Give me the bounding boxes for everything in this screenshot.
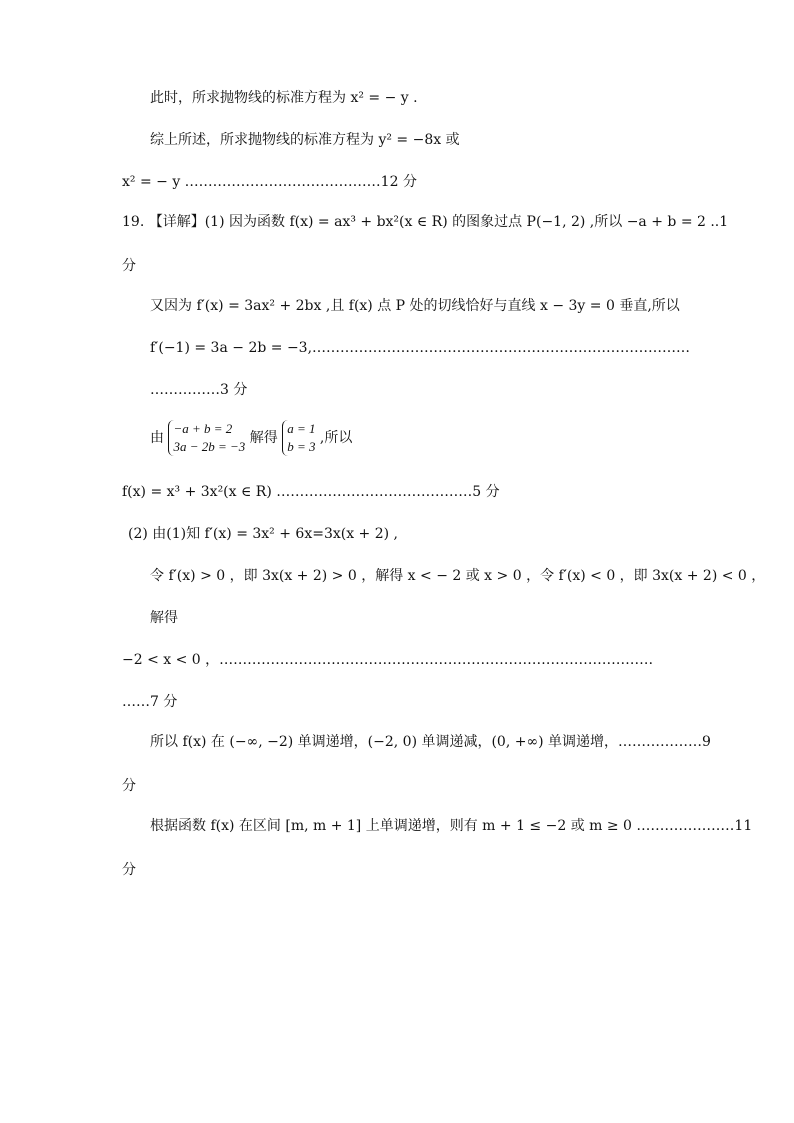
text-line-1: 此时，所求抛物线的标准方程为 x² = − y . (150, 90, 418, 106)
text-line-11: (2) 由(1)知 f′(x) = 3x² + 6x=3x(x + 2) , (128, 526, 399, 542)
text-line-4: 19. 【详解】(1) 因为函数 f(x) = ax³ + bx²(x ∈ R) 的图象过点 P(−1, 2) ,所以 −a + b = 2 ..1 (122, 214, 729, 230)
system-prefix: 由 (150, 430, 164, 446)
system-suffix: ,所以 (319, 430, 353, 446)
text-line-8: ……………3 分 (150, 382, 248, 398)
text-line-7: f′(−1) = 3a − 2b = −3,……………………………………………………………………… (150, 340, 691, 356)
system1-eq2: 3a − 2b = −3 (173, 439, 246, 454)
text-line-16: 所以 f(x) 在 (−∞, −2) 单调递增，(−2, 0) 单调递减，(0, +∞) 单调递增，………………9 (150, 734, 711, 750)
text-line-6: 又因为 f′(x) = 3ax² + 2bx ,且 f(x) 点 P 处的切线恰好与直线 x − 3y = 0 垂直,所以 (150, 298, 680, 314)
text-line-19: 分 (122, 862, 136, 878)
system2-eq1: a = 1 (287, 421, 316, 436)
text-line-2: 综上所述，所求抛物线的标准方程为 y² = −8x 或 (150, 132, 460, 148)
text-line-12: 令 f′(x) > 0 ，即 3x(x + 2) > 0 ，解得 x < − 2 或 x > 0 ，令 f′(x) < 0 ，即 3x(x + 2) < 0 ， (150, 568, 766, 584)
equation-system-line (150, 420, 352, 456)
system2-eq2: b = 3 (287, 439, 316, 454)
text-line-3: x² = − y ……………………………………12 分 (122, 174, 417, 190)
equation-system-1 (168, 420, 245, 456)
text-line-15: ……7 分 (122, 694, 178, 710)
text-line-18: 根据函数 f(x) 在区间 [m, m + 1] 上单调递增，则有 m + 1 ≤ −2 或 m ≥ 0 …………………11 (150, 818, 753, 834)
text-line-5: 分 (122, 258, 136, 274)
text-line-17: 分 (122, 778, 136, 794)
text-line-10: f(x) = x³ + 3x²(x ∈ R) ……………………………………5 分 (122, 484, 500, 500)
text-line-14: −2 < x < 0 ，………………………………………………………………………………… (122, 652, 654, 668)
equation-system-2 (282, 420, 315, 456)
text-line-13: 解得 (150, 610, 178, 626)
system-solve-word: 解得 (249, 430, 278, 446)
system1-eq1: −a + b = 2 (173, 421, 233, 436)
